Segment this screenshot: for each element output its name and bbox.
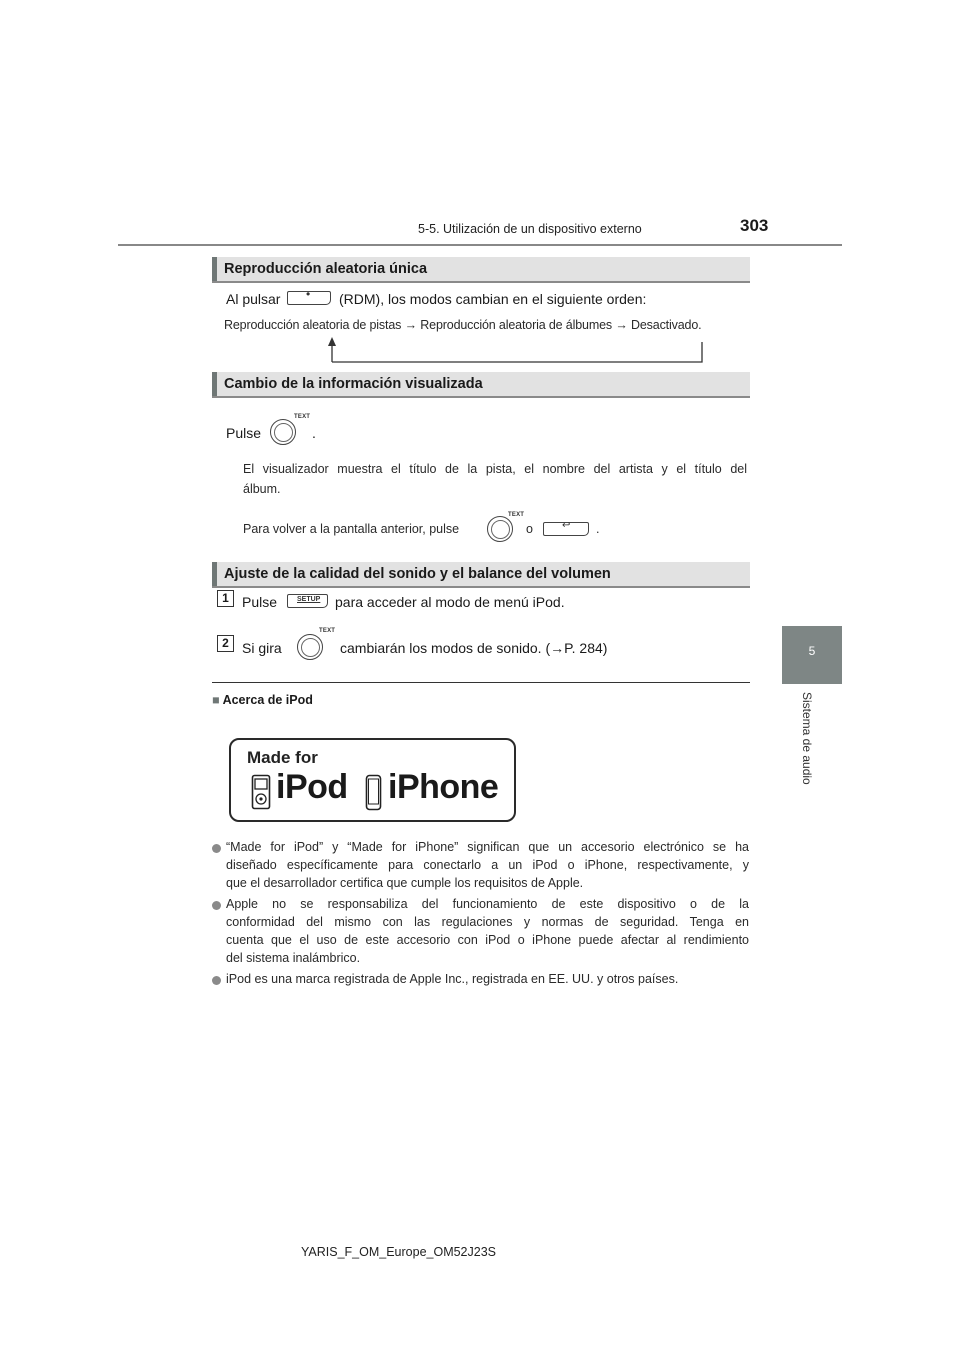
page-reference: P. 284) xyxy=(564,640,608,656)
back-end: . xyxy=(596,522,600,536)
text-knob-icon xyxy=(487,516,513,542)
step-number-2: 2 xyxy=(217,635,234,652)
step2-after: cambiarán los modos de sonido. (→P. 284) xyxy=(340,640,608,656)
heading-text: Ajuste de la calidad del sonido y el balance del volumen xyxy=(224,566,611,582)
period: . xyxy=(312,425,316,441)
rdm-button-icon xyxy=(287,287,331,305)
back-or: o xyxy=(526,522,533,536)
back-before: Para volver a la pantalla anterior, pulse xyxy=(243,522,460,536)
knob-text-label: TEXT xyxy=(319,628,336,634)
heading-display-info xyxy=(212,372,750,398)
seq-tracks: Reproducción aleatoria de pistas xyxy=(224,318,402,332)
logo-ipod: iPod xyxy=(276,768,348,806)
knob-text-label: TEXT xyxy=(508,512,525,518)
section-title: 5-5. Utilización de un dispositivo externo xyxy=(418,222,642,236)
heading-random-single xyxy=(212,257,750,283)
rdm-line-after: (RDM), los modos cambian en el siguiente orden: xyxy=(339,291,647,307)
back-arrow-icon: ↩ xyxy=(562,520,571,531)
display-desc-line1: El visualizador muestra el título de la pista, el nombre del artista y el título del xyxy=(243,462,747,476)
ipod-icon xyxy=(251,774,271,810)
setup-button-icon xyxy=(287,594,328,608)
step2-before: Si gira xyxy=(242,640,282,656)
logo-iphone: iPhone xyxy=(388,768,499,806)
loop-arrow-icon xyxy=(320,334,710,364)
square-marker-icon: ■ xyxy=(212,693,220,707)
heading-text: Cambio de la información visualizada xyxy=(224,376,483,392)
step-number-1: 1 xyxy=(217,590,234,607)
pulse-label: Pulse xyxy=(226,425,262,441)
display-desc-line2: álbum. xyxy=(243,482,281,496)
about-title: ■ Acerca de iPod xyxy=(212,693,313,707)
back-button-icon xyxy=(543,522,589,536)
bullet-icon xyxy=(212,901,221,910)
seq-off: Desactivado. xyxy=(631,318,702,332)
header-rule xyxy=(118,244,842,246)
arrow-right-icon: → xyxy=(615,318,628,332)
bullet-made-for: “Made for iPod” y “Made for iPhone” significan que un accesorio electrónico se ha diseñado específicamente para conectarlo a un iPod o iPhone, respectivamente, y que el desarrollador certifica que cumple los requisitos de Apple. xyxy=(226,840,749,890)
chapter-label: Sistema de audio xyxy=(800,692,814,785)
knob-text-label: TEXT xyxy=(294,414,311,420)
heading-text: Reproducción aleatoria única xyxy=(224,261,428,277)
page-number: 303 xyxy=(740,216,769,235)
heading-sound-quality xyxy=(212,562,750,588)
bullet-apple-liability: Apple no se responsabiliza del funcionamiento de este dispositivo o de la conformidad del mismo con las regulaciones y normas de seguridad. Tenga en cuenta que el uso de este accesorio con iPod o iPhone puede afectar al rendimiento del sistema inalámbrico. xyxy=(226,897,749,965)
document-code: YARIS_F_OM_Europe_OM52J23S xyxy=(301,1245,497,1259)
rdm-line-before: Al pulsar xyxy=(226,291,281,307)
section-divider xyxy=(212,682,750,683)
chapter-number: 5 xyxy=(808,644,816,658)
random-sequence xyxy=(224,318,701,332)
bullet-trademark: iPod es una marca registrada de Apple Inc., registrada en EE. UU. y otros países. xyxy=(226,972,679,986)
dot-icon: • xyxy=(306,287,311,301)
seq-albums: Reproducción aleatoria de álbumes xyxy=(420,318,612,332)
made-for-ipod-iphone-logo xyxy=(229,738,516,822)
step1-after: para acceder al modo de menú iPod. xyxy=(335,594,565,610)
iphone-icon xyxy=(365,774,383,812)
bullet-icon xyxy=(212,976,221,985)
setup-label: SETUP xyxy=(297,596,321,603)
logo-made-for: Made for xyxy=(247,748,318,767)
text-knob-icon xyxy=(297,634,323,660)
arrow-right-icon: → xyxy=(550,640,565,656)
bullet-icon xyxy=(212,844,221,853)
step1-before: Pulse xyxy=(242,594,278,610)
text-knob-icon xyxy=(270,419,296,445)
arrow-right-icon: → xyxy=(404,318,417,332)
